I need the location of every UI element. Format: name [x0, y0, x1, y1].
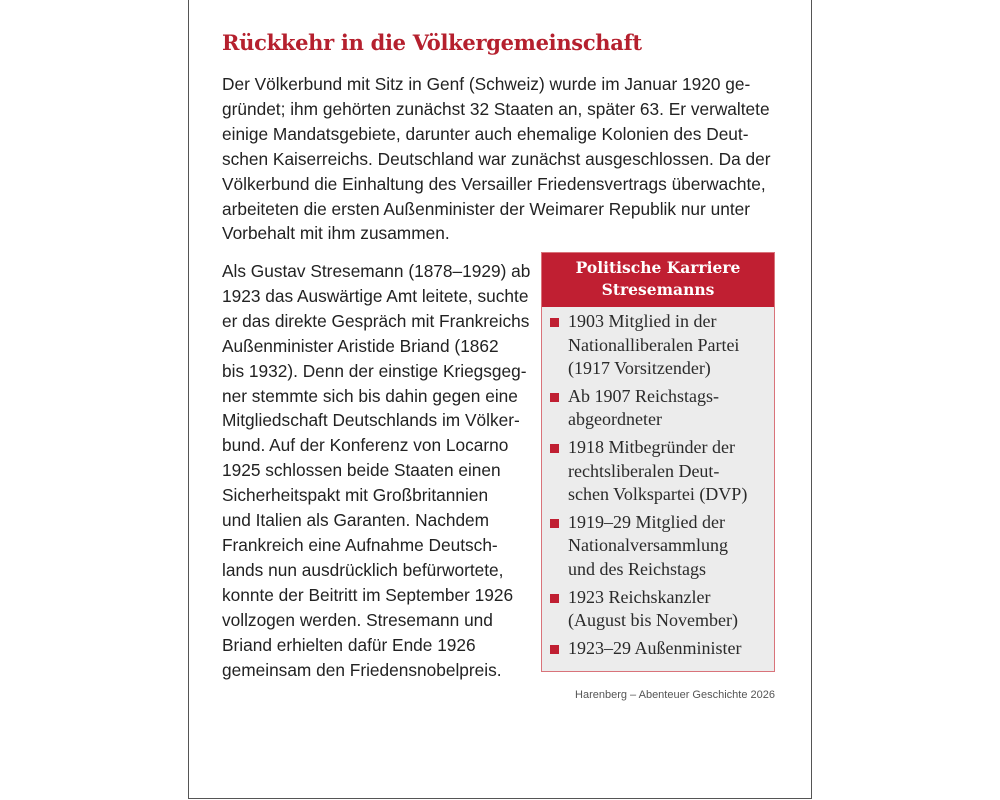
list-item	[548, 637, 774, 661]
text-line: er das direkte Gespräch mit Frankreichs	[222, 310, 530, 331]
text-line: lands nun ausdrücklich befürwortete,	[222, 559, 504, 580]
text-line: Sicherheitspakt mit Großbritannien	[222, 485, 489, 506]
text-line: Außenminister Aristide Briand (1862	[222, 335, 499, 356]
intro-paragraph	[222, 72, 771, 246]
list-item-line: Nationalversammlung	[568, 535, 728, 556]
square-bullet-icon	[550, 645, 559, 654]
list-item-line: 1903 Mitglied in der	[568, 311, 717, 331]
text-line: gründet; ihm gehörten zunächst 32 Staaten an, später 63. Er verwaltete	[222, 98, 770, 119]
sidebar-title-line: Politische Karriere	[575, 258, 741, 277]
text-line: Vorbehalt mit ihm zusammen.	[222, 223, 450, 244]
sidebar-title-line: Stresemanns	[601, 280, 715, 299]
credit: Harenberg – Abenteuer Geschichte 2026	[575, 689, 775, 701]
square-bullet-icon	[550, 444, 559, 453]
list-item-line: 1919–29 Mitglied der	[568, 511, 725, 532]
list-item-line: 1923 Reichskanzler	[568, 586, 711, 607]
text-line: Mitgliedschaft Deutschlands im Völker-	[222, 410, 520, 431]
list-item-line: Ab 1907 Reichstags-	[568, 385, 719, 406]
list-item-line: Nationalliberalen Partei	[568, 334, 740, 355]
list-item	[548, 310, 774, 381]
text-line: Frankreich eine Aufnahme Deutsch-	[222, 534, 498, 555]
list-item-line: (August bis November)	[568, 610, 738, 631]
list-item-line: (1917 Vorsitzender)	[568, 358, 711, 379]
text-line: Völkerbund die Einhaltung des Versailler Friedensvertrags überwachte,	[222, 173, 766, 194]
career-list	[542, 307, 774, 660]
square-bullet-icon	[550, 519, 559, 528]
stresemann-paragraph	[222, 259, 530, 682]
text-line: schen Kaiserreichs. Deutschland war zunächst ausgeschlossen. Da der	[222, 148, 771, 169]
text-line: und Italien als Garanten. Nachdem	[222, 510, 490, 531]
text-line: bund. Auf der Konferenz von Locarno	[222, 435, 509, 456]
list-item	[548, 586, 774, 633]
square-bullet-icon	[550, 318, 559, 327]
career-sidebar	[541, 252, 775, 672]
list-item	[548, 436, 774, 507]
list-item-line: abgeordneter	[568, 409, 662, 430]
text-line: 1923 das Auswärtige Amt leitete, suchte	[222, 285, 529, 306]
text-line: gemeinsam den Friedensnobelpreis.	[222, 659, 502, 680]
text-line: arbeiteten die ersten Außenminister der Weimarer Republik nur unter	[222, 198, 750, 219]
text-line: vollzogen werden. Stresemann und	[222, 609, 493, 630]
text-line: einige Mandatsgebiete, darunter auch ehemalige Kolonien des Deut-	[222, 123, 749, 144]
text-line: Als Gustav Stresemann (1878–1929) ab	[222, 261, 531, 281]
list-item-line: 1918 Mitbegründer der	[568, 436, 735, 457]
sidebar-title	[542, 253, 774, 307]
text-line: ner stemmte sich bis dahin gegen eine	[222, 385, 518, 406]
square-bullet-icon	[550, 594, 559, 603]
square-bullet-icon	[550, 393, 559, 402]
page-title: Rückkehr in die Völkergemeinschaft	[222, 30, 642, 55]
list-item	[548, 511, 774, 582]
list-item-line: und des Reichstags	[568, 558, 706, 579]
list-item-line: 1923–29 Außenminister	[568, 637, 742, 658]
list-item-line: rechtsliberalen Deut-	[568, 460, 720, 481]
list-item	[548, 385, 774, 432]
text-line: bis 1932). Denn der einstige Kriegsgeg-	[222, 360, 527, 381]
text-line: konnte der Beitritt im September 1926	[222, 584, 514, 605]
text-line: Der Völkerbund mit Sitz in Genf (Schweiz) wurde im Januar 1920 ge-	[222, 74, 751, 94]
text-line: Briand erhielten dafür Ende 1926	[222, 634, 476, 655]
text-line: 1925 schlossen beide Staaten einen	[222, 460, 501, 481]
list-item-line: schen Volkspartei (DVP)	[568, 484, 748, 505]
